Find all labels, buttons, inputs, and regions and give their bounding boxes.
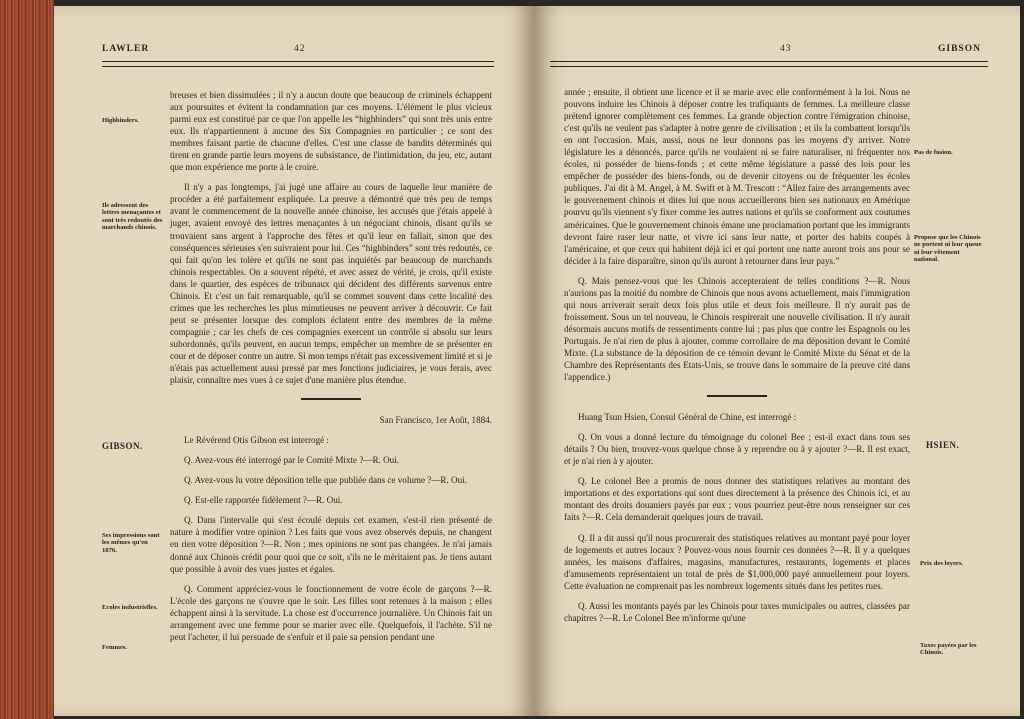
margin-note-highbinders: Highbinders. bbox=[102, 117, 139, 124]
question-answer: Q. Dans l'intervalle qui s'est écoulé depuis cet examen, s'est-il rien présenté de nature à modifier votre opinion ? Les faits que vous avez observés depuis, ne changent en rien votre déposition ?—R. Non ; mes opinions ne sont pas changées. Je n'ai jamais donné aux Chinois crédit pour quoi que ce soit, s'ils ne le méritaient pas. Je tiens autant que possible à avoir des vues justes et égales. bbox=[170, 515, 492, 574]
section-separator bbox=[301, 398, 361, 400]
question-answer: Q. Aussi les montants payés par les Chinois pour taxes municipales ou autres, classées par chapitres ?—R. Le Colonel Bee m'informe qu'une bbox=[564, 600, 910, 623]
speaker-gibson: GIBSON. bbox=[102, 441, 143, 451]
book-page-edges bbox=[0, 0, 54, 719]
question-answer: Q. On vous a donné lecture du témoignage du colonel Bee ; est-il exact dans tous ses détails ? Ou bien, trouvez-vous quelque chose à y reprendre ou à y ajouter ?—R. Il est exact, et je n'ai rien à y ajouter. bbox=[564, 432, 910, 467]
question-answer: Q. Il a dit aussi qu'il nous procurerait des statistiques relatives au montant payé pour loyer de logements et autres locaux ? Pouvez-vous nous fournir ces données ?—R. Il y a quelques années, les maisons d'affaires, magasins, manufactures, restaurants, logements et places d'amusements représentaient un total de près de $1,000,000 payé annuellement pour loyers. Cette évaluation ne comprenait pas les nombreux logements situés dans les petites rues. bbox=[564, 532, 910, 591]
question-answer: Q. Le colonel Bee a promis de nous donner des statistiques relatives au montant des importations et des exportations qui sont dues directement à la présence des Chinois ici, et au montant des droits douaniers payés par eux ; vous pourriez peut-être nous renseigner sur ces faits ?—R. Cela demanderait quelques jours de travail. bbox=[564, 476, 910, 523]
right-page-text bbox=[564, 86, 910, 632]
page-number: 42 bbox=[294, 44, 306, 54]
question-answer: Q. Comment appréciez-vous le fonctionnement de votre école de garçons ?—R. L'école des garçons ne s'ouvre que le soir. Les filles sont retenues à la maison ; elles échappent ainsi à la servitude. La chose est d'occurrence journalière. Un Chinois fait un arrangement avec une femme pour se marier avec elle. Quelquefois, il l'achète. S'il ne peut l'acheter, il lui persuade de s'enfuir et il paie sa pension pendant une bbox=[170, 583, 492, 642]
margin-note-schools: Ecoles industrielles. bbox=[102, 604, 158, 611]
speaker-hsien: HSIEN. bbox=[926, 440, 960, 450]
header-rule bbox=[102, 61, 494, 67]
margin-note-women: Femmes. bbox=[102, 644, 128, 651]
paragraph: année ; ensuite, il obtient une licence et il se marie avec elle conformément à la loi. Nous ne pouvons induire les Chinois à déposer contre les trafiquants de femmes. La meilleure classe prétend ignorer complètement ces femmes. La grande objection contre l'émigration chinoise, c'est qu'ils ne veulent pas s'adapter à notre genre de civilisation ; et ils la combattent lorsqu'ils en ont l'occasion. Mais, aussi, nous ne leur donnons pas les moyens d'y arriver. Notre législature les a dénoncés, parce qu'ils ne voulaient ni se faire naturaliser, ni fréquenter nos écoles, ni posséder de biens-fonds ; et cette même législature a passé des lois pour les empêcher de posséder des biens-fonds, ou de devenir citoyens ou de fréquenter les écoles publiques. J'ai dit à M. Angel, à M. Swift et à M. Trescott : “Allez faire des arrangements avec le gouvernement chinois et dites lui que nous accueillerons bien ses nationaux en Amérique pourvu qu'ils viennent s'y fixer comme les autres nations et qu'ils se conforment aux coutumes américaines. Que le gouvernement chinois émane une proclamation portant que les immigrants devront faire raser leur natte, et vivre ici sans leur natte, et porter des habits coupés à l'américaine, et que ceux qui habitent déjà ici et qui portent une natte auront trois ans pour se décider à la faire disparaître, sinon qu'ils auront à retourner dans leur pays.” bbox=[564, 87, 910, 266]
witness-intro: Huang Tsun Hsien, Consul Général de Chine, est interrogé : bbox=[578, 412, 797, 423]
running-head-name: LAWLER bbox=[102, 44, 150, 54]
margin-note-fusion: Pas de fusion. bbox=[914, 149, 953, 156]
dateline: San Francisco, 1er Août, 1884. bbox=[379, 415, 492, 426]
paragraph: Il n'y a pas longtemps, j'ai jugé une affaire au cours de laquelle leur manière de procéder a été parfaitement expliquée. La preuve a démontré que très peu de temps avant le commencement de la nouvelle année chinoise, les accusés que j'étais appelé à juger, avaient envoyé des lettres menaçantes à un négociant chinois, disant qu'ils se trouvaient sans argent à l'approche des fêtes et qu'il leur en fallait, sinon que des conséquences sérieuses s'en suivraient pour lui. Ces “highbinders” sont très redoutés, ce qui fait qu'on les tolère et qu'ils ne sont pas inquiétés par beaucoup de marchands chinois respectables. On a souvent répété, et avec assez de vérité, je crois, qu'il existe dans le quartier, des espèces de tribunaux qui décident des différents survenus entre Chinois. Et c'est un fait remarquable, qu'il se commet souvent dans cette localité des crimes que les recherches les plus minutieuses ne peuvent arriver à découvrir. Ce fait peut se présenter lorsque des complots éclatent entre des membres de la même compagnie ; car les chefs de ces compagnies exercent un contrôle si absolu sur leurs subordonnés, qu'ils peuvent, en aucun temps, empêcher un membre de se présenter en cour et de déposer contre un autre. Si mon temps n'était pas excessivement limité et si je n'étais pas actuellement aussi pressé par mes fonctions judiciaires, je vous ferais, avec plaisir, connaître mes vues à ce sujet d'une manière plus étendue. bbox=[170, 182, 492, 386]
question-answer: Q. Avez-vous été interrogé par le Comité Mixte ?—R. Oui. bbox=[184, 455, 399, 466]
margin-note-taxes: Taxes payées par les Chinois. bbox=[920, 642, 977, 657]
margin-note-impressions: Ses impressions sont les mêmes qu'en 1876. bbox=[102, 532, 160, 554]
margin-note-queue: Propose que les Chinois ne portent ni leur queue ni leur vêtement national. bbox=[914, 234, 982, 264]
paragraph: breuses et bien dissimulées ; il n'y a aucun doute que beaucoup de criminels échappent aux poursuites et évitent la condamnation par ces moyens. L'élément le plus vicieux parmi eux est constitué par ce que l'on appelle les “highbinders” qui sont très unis entre eux. Ils n'appartiennent à aucune des Six Compagnies en particulier ; ce sont des membres faisant partie de chacune d'elles. C'est une classe de bandits déterminés qui tirent en grande partie leurs moyens de subsistance, de l'intimidation, du jeu, etc, autant que mon expérience me porte à le croire. bbox=[170, 90, 492, 173]
paragraph: Q. Mais pensez-vous que les Chinois accepteraient de telles conditions ?—R. Nous n'aurions pas la moitié du nombre de Chinois que nous avons actuellement, mais l'immigration qui nous arriverait serait deux fois plus utile et deux fois meilleure. Il n'y aurait pas de froissement. Sous un tel nouveau, le Chinois respirerait une nouvelle civilisation. Il n'y aurait désormais aucuns motifs de ressentiments contre lui ; pas plus que contre les Espagnols ou les Portugais. Je n'ai rien de plus à ajouter, comme corrollaire de ma déposition devant le Comité Mixte. (La substance de la déposition de ce témoin devant le Comité Mixte du Sénat et de la Chambre des Représentants des Etats-Unis, se trouve dans le sommaire de la preuve cité dans l'appendice.) bbox=[564, 275, 910, 383]
margin-note-rents: Prix des loyers. bbox=[920, 560, 964, 567]
left-page bbox=[54, 6, 534, 716]
witness-intro: Le Révérend Otis Gibson est interrogé : bbox=[184, 435, 329, 446]
margin-note-threats: Ils adressent des lettres menaçantes et sont très redoutés des marchands chinois. bbox=[102, 202, 163, 232]
header-rule bbox=[550, 61, 988, 67]
page-number: 43 bbox=[780, 44, 792, 54]
question-answer: Q. Avez-vous lu votre déposition telle que publiée dans ce volume ?—R. Oui. bbox=[184, 475, 467, 486]
right-page bbox=[534, 6, 1020, 716]
running-head-name: GIBSON bbox=[938, 44, 981, 54]
question-answer: Q. Est-elle rapportée fidèlement ?—R. Oui. bbox=[184, 495, 343, 506]
section-separator bbox=[707, 395, 767, 397]
left-page-text bbox=[170, 89, 492, 651]
